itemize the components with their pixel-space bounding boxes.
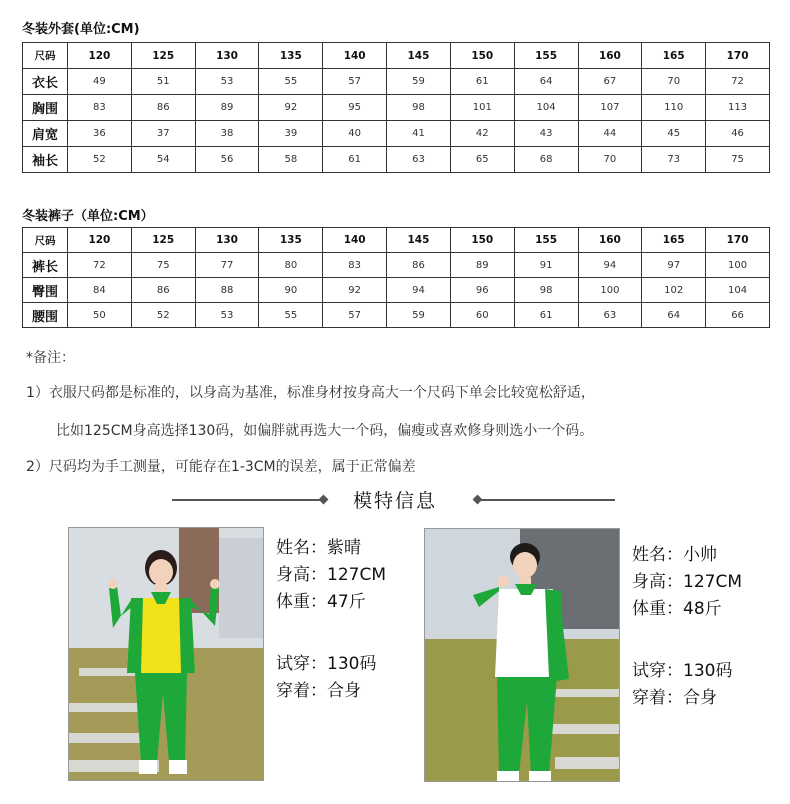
table-row [23,95,770,121]
table-cell: 73 [642,147,706,173]
size-header-cell: 130 [195,228,259,253]
table-cell: 54 [131,147,195,173]
size-header-cell: 165 [642,43,706,69]
table-cell: 43 [514,121,578,147]
model-fit: 穿着：合身 [276,681,361,701]
model-height: 身高：127CM [632,572,742,592]
table-cell: 61 [323,147,387,173]
table-row [23,69,770,95]
table-cell: 52 [131,303,195,328]
table-cell: 86 [387,253,451,278]
coat-size-table [22,42,770,173]
table-cell: 70 [642,69,706,95]
table-cell: 94 [578,253,642,278]
table-cell: 37 [131,121,195,147]
table-cell: 83 [323,253,387,278]
coat-table-title: 冬装外套(单位:CM) [22,22,140,37]
table-cell: 52 [68,147,132,173]
table-cell: 59 [387,303,451,328]
table-cell: 102 [642,278,706,303]
table-cell: 95 [323,95,387,121]
table-cell: 113 [706,95,770,121]
table-cell: 104 [514,95,578,121]
size-header-cell: 145 [387,43,451,69]
size-header-cell: 170 [706,43,770,69]
table-cell: 110 [642,95,706,121]
model-trial-size: 试穿：130码 [276,654,377,674]
table-cell: 89 [450,253,514,278]
table-cell: 91 [514,253,578,278]
table-cell: 53 [195,303,259,328]
table-row [23,303,770,328]
model-section-title: 模特信息 [352,490,437,512]
table-cell: 96 [450,278,514,303]
table-cell: 63 [387,147,451,173]
model-weight: 体重：48斤 [632,599,722,619]
row-label: 衣长 [23,69,68,95]
size-header-cell: 120 [68,43,132,69]
table-row [23,253,770,278]
table-cell: 42 [450,121,514,147]
table-cell: 86 [131,95,195,121]
table-cell: 40 [323,121,387,147]
table-cell: 68 [514,147,578,173]
note-line-2: 比如125CM身高选择130码，如偏胖就再选大一个码，偏瘦或喜欢修身则选小一个码。 [56,423,594,439]
table-cell: 44 [578,121,642,147]
table-cell: 97 [642,253,706,278]
table-row [23,278,770,303]
model-info-boy [632,542,742,712]
table-cell: 39 [259,121,323,147]
table-cell: 75 [131,253,195,278]
table-cell: 59 [387,69,451,95]
row-label: 尺码 [23,228,68,253]
table-cell: 58 [259,147,323,173]
table-cell: 92 [259,95,323,121]
table-cell: 92 [323,278,387,303]
row-label: 胸围 [23,95,68,121]
table-cell: 98 [514,278,578,303]
size-header-cell: 155 [514,43,578,69]
table-row [23,147,770,173]
row-label: 肩宽 [23,121,68,147]
table-cell: 104 [706,278,770,303]
table-cell: 66 [706,303,770,328]
model-photo-boy [424,528,620,782]
size-header-cell: 150 [450,228,514,253]
divider-right [480,499,615,501]
table-cell: 84 [68,278,132,303]
size-header-cell: 145 [387,228,451,253]
model-name: 姓名：紫晴 [276,538,361,558]
table-cell: 64 [514,69,578,95]
table-cell: 49 [68,69,132,95]
table-cell: 101 [450,95,514,121]
size-header-cell: 160 [578,228,642,253]
size-header-cell: 150 [450,43,514,69]
table-cell: 41 [387,121,451,147]
table-cell: 46 [706,121,770,147]
size-header-cell: 140 [323,43,387,69]
table-cell: 86 [131,278,195,303]
table-cell: 36 [68,121,132,147]
table-cell: 61 [514,303,578,328]
size-header-cell: 160 [578,43,642,69]
size-header-cell: 125 [131,43,195,69]
table-cell: 56 [195,147,259,173]
size-header-cell: 170 [706,228,770,253]
table-cell: 75 [706,147,770,173]
table-cell: 100 [578,278,642,303]
note-line-3: 2）尺码均为手工测量，可能存在1-3CM的误差，属于正常偏差 [26,459,416,475]
pants-size-table [22,227,770,328]
notes-heading: *备注： [26,350,75,366]
table-cell: 51 [131,69,195,95]
row-label: 腰围 [23,303,68,328]
size-header-cell: 140 [323,228,387,253]
size-header-cell: 165 [642,228,706,253]
table-cell: 57 [323,69,387,95]
table-cell: 57 [323,303,387,328]
table-cell: 72 [68,253,132,278]
table-cell: 60 [450,303,514,328]
model-height: 身高：127CM [276,565,386,585]
model-name: 姓名：小帅 [632,545,717,565]
row-label: 臀围 [23,278,68,303]
table-cell: 45 [642,121,706,147]
row-label: 尺码 [23,43,68,69]
size-header-cell: 135 [259,43,323,69]
table-cell: 107 [578,95,642,121]
pants-table-title: 冬装裤子（单位:CM） [22,209,154,224]
model-weight: 体重：47斤 [276,592,366,612]
table-cell: 80 [259,253,323,278]
table-cell: 89 [195,95,259,121]
model-info-girl [276,535,386,705]
table-cell: 64 [642,303,706,328]
size-header-cell: 155 [514,228,578,253]
row-label: 裤长 [23,253,68,278]
size-header-cell: 120 [68,228,132,253]
model-photo-girl [68,527,264,781]
size-header-cell: 130 [195,43,259,69]
table-cell: 70 [578,147,642,173]
table-cell: 65 [450,147,514,173]
table-cell: 61 [450,69,514,95]
table-cell: 55 [259,303,323,328]
model-fit: 穿着：合身 [632,688,717,708]
model-trial-size: 试穿：130码 [632,661,733,681]
table-cell: 100 [706,253,770,278]
table-cell: 67 [578,69,642,95]
row-label: 袖长 [23,147,68,173]
table-cell: 50 [68,303,132,328]
table-cell: 55 [259,69,323,95]
table-cell: 94 [387,278,451,303]
table-header-row [23,228,770,253]
note-line-1: 1）衣服尺码都是标准的，以身高为基准，标准身材按身高大一个尺码下单会比较宽松舒适， [26,385,595,401]
table-cell: 83 [68,95,132,121]
size-header-cell: 135 [259,228,323,253]
table-row [23,121,770,147]
table-cell: 90 [259,278,323,303]
table-cell: 38 [195,121,259,147]
table-header-row [23,43,770,69]
table-cell: 98 [387,95,451,121]
table-cell: 53 [195,69,259,95]
table-cell: 77 [195,253,259,278]
table-cell: 63 [578,303,642,328]
table-cell: 88 [195,278,259,303]
table-cell: 72 [706,69,770,95]
size-header-cell: 125 [131,228,195,253]
